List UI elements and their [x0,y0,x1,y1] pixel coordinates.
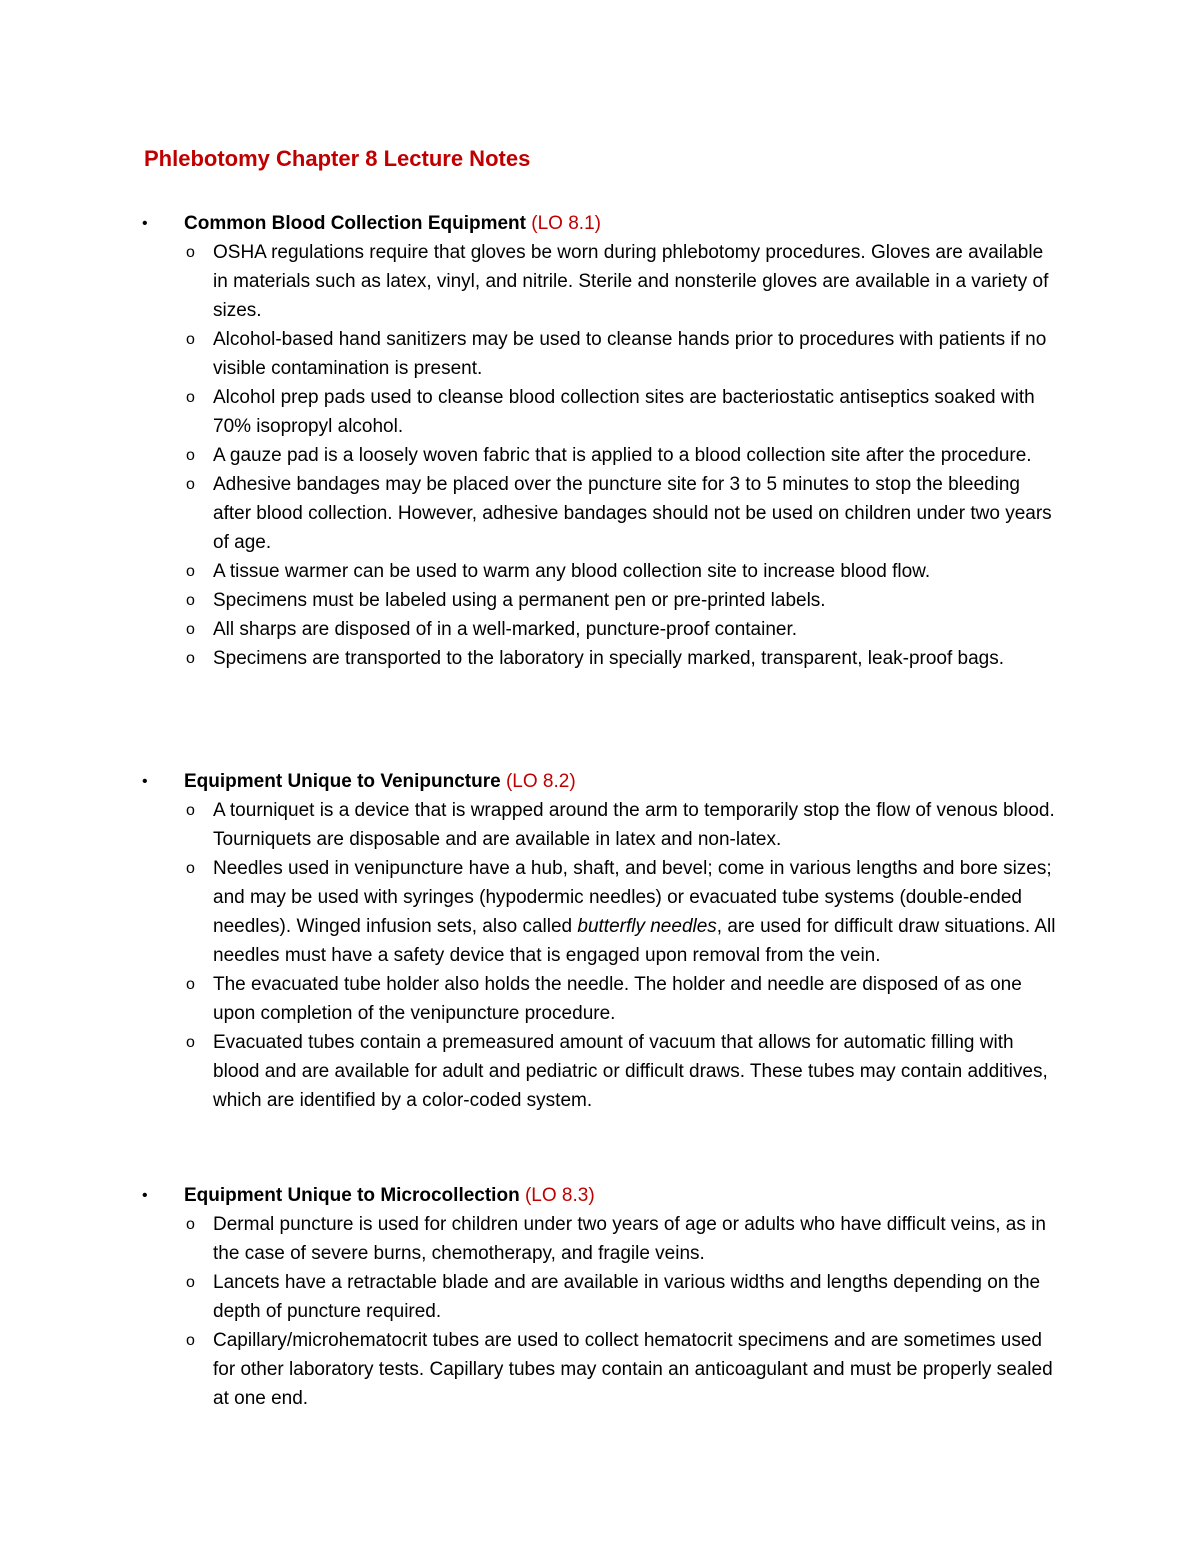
list-item: o A tourniquet is a device that is wrapped around the arm to temporarily stop the flow of venous blood. Tourniquets are disposable and are available in latex and non-latex. [0,796,1063,854]
list-item: o Capillary/microhematocrit tubes are used to collect hematocrit specimens and are sometimes used for other laboratory tests. Capillary tubes may contain an anticoagulant and must be properly sealed at one end. [0,1326,1063,1413]
learning-objective-ref: (LO 8.2) [505,771,576,792]
section-heading-text: Equipment Unique to Venipuncture [184,771,501,792]
circle-bullet-icon: o [186,1216,195,1233]
learning-objective-ref: (LO 8.1) [531,213,601,234]
section-heading-text: Common Blood Collection Equipment [184,213,526,234]
list-item: o OSHA regulations require that gloves be worn during phlebotomy procedures. Gloves are available in materials such as latex, vinyl, and nitrile. Sterile and nonsterile gloves are available in a variety of sizes. [0,238,1063,325]
circle-bullet-icon: o [186,650,195,667]
circle-bullet-icon: o [186,1274,195,1291]
list-item: o A gauze pad is a loosely woven fabric that is applied to a blood collection site after the procedure. [0,441,1063,470]
item-list [0,1210,1200,1413]
list-item: o Alcohol prep pads used to cleanse blood collection sites are bacteriostatic antiseptics soaked with 70% isopropyl alcohol. [0,383,1063,441]
circle-bullet-icon: o [186,1332,195,1349]
list-item: o Needles used in venipuncture have a hub, shaft, and bevel; come in various lengths and bore sizes; and may be used with syringes (hypodermic needles) or evacuated tube systems (double-ended needles). Winged infusion sets, also called butterfly needles, are used for difficult draw situations. All needles must have a safety device that is engaged upon removal from the vein. [0,854,1063,970]
circle-bullet-icon: o [186,447,195,464]
list-item: o Specimens are transported to the laboratory in specially marked, transparent, leak-proof bags. [0,644,1063,673]
section-heading-text: Equipment Unique to Microcollection [184,1185,520,1206]
section-heading [0,1181,1200,1210]
circle-bullet-icon: o [186,1034,195,1051]
list-item: o Lancets have a retractable blade and are available in various widths and lengths depending on the depth of puncture required. [0,1268,1063,1326]
circle-bullet-icon: o [186,621,195,638]
circle-bullet-icon: o [186,976,195,993]
section-heading [0,209,1200,238]
circle-bullet-icon: o [186,331,195,348]
list-item: o Evacuated tubes contain a premeasured amount of vacuum that allows for automatic filling with blood and are available for adult and pediatric or difficult draws. These tubes may contain additives, which are identified by a color-coded system. [0,1028,1063,1115]
circle-bullet-icon: o [186,476,195,493]
bullet-icon: • [142,215,148,232]
bullet-icon: • [142,1187,148,1204]
section-venipuncture-equipment [0,767,1200,1115]
list-item: o All sharps are disposed of in a well-marked, puncture-proof container. [0,615,1063,644]
section-microcollection-equipment [0,1181,1200,1413]
learning-objective-ref: (LO 8.3) [524,1185,595,1206]
document-title: Phlebotomy Chapter 8 Lecture Notes [144,146,531,171]
circle-bullet-icon: o [186,244,195,261]
circle-bullet-icon: o [186,802,195,819]
list-item: o A tissue warmer can be used to warm any blood collection site to increase blood flow. [0,557,1063,586]
emphasis-term: butterfly needles [577,916,717,937]
bullet-icon: • [142,773,148,790]
list-item: o Alcohol-based hand sanitizers may be used to cleanse hands prior to procedures with patients if no visible contamination is present. [0,325,1063,383]
list-item: o The evacuated tube holder also holds the needle. The holder and needle are disposed of as one upon completion of the venipuncture procedure. [0,970,1063,1028]
list-item: o Specimens must be labeled using a permanent pen or pre-printed labels. [0,586,1063,615]
circle-bullet-icon: o [186,592,195,609]
item-list [0,796,1200,1115]
section-common-equipment [0,209,1200,673]
circle-bullet-icon: o [186,860,195,877]
circle-bullet-icon: o [186,563,195,580]
list-item: o Dermal puncture is used for children under two years of age or adults who have difficult veins, as in the case of severe burns, chemotherapy, and fragile veins. [0,1210,1063,1268]
item-list [0,238,1200,673]
section-heading [0,767,1200,796]
list-item: o Adhesive bandages may be placed over the puncture site for 3 to 5 minutes to stop the bleeding after blood collection. However, adhesive bandages should not be used on children under two years of age. [0,470,1063,557]
circle-bullet-icon: o [186,389,195,406]
